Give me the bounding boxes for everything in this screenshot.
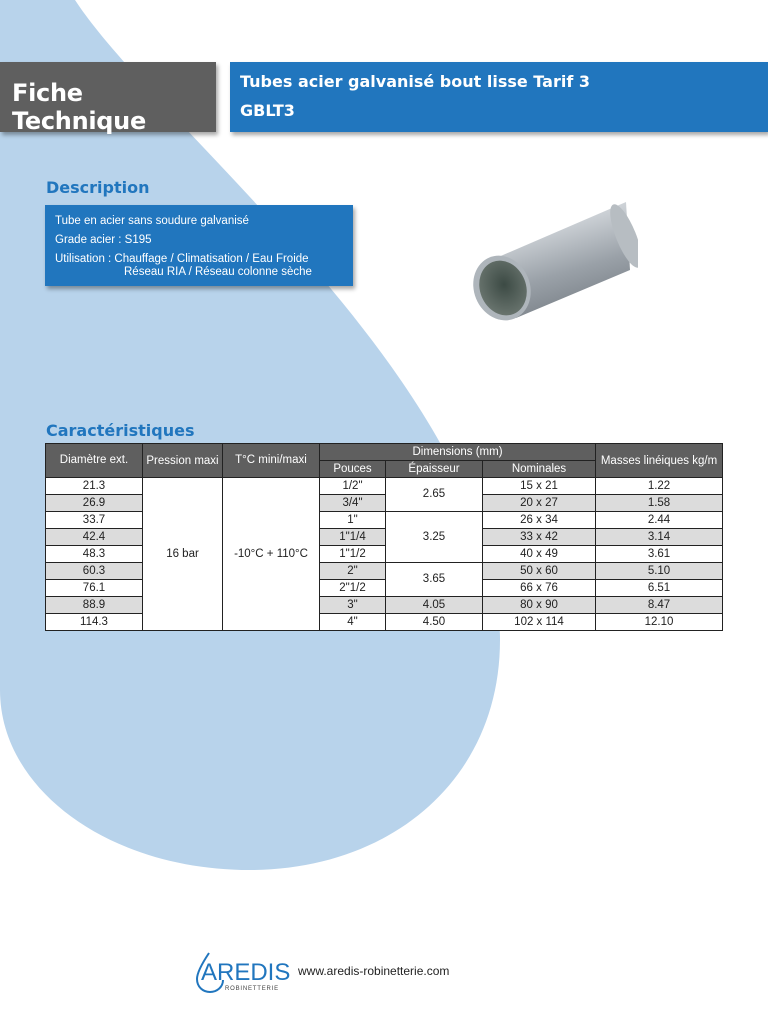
cell-nominales: 102 x 114 xyxy=(483,614,596,631)
cell-diametre: 21.3 xyxy=(46,478,143,495)
table-row xyxy=(46,478,723,495)
description-line-grade: Grade acier : S195 xyxy=(55,234,152,246)
cell-epaisseur: 4.05 xyxy=(386,597,483,614)
header-epaisseur: Épaisseur xyxy=(386,461,483,478)
logo-subtitle: ROBINETTERIE xyxy=(225,986,279,992)
logo-wordmark: AREDIS xyxy=(201,959,291,986)
website-url: www.aredis-robinetterie.com xyxy=(298,964,450,978)
header-masses: Masses linéiques kg/m xyxy=(596,444,723,478)
cell-masse: 3.61 xyxy=(596,546,723,563)
characteristics-heading: Caractéristiques xyxy=(46,421,195,440)
header-nominales: Nominales xyxy=(483,461,596,478)
cell-nominales: 26 x 34 xyxy=(483,512,596,529)
cell-nominales: 66 x 76 xyxy=(483,580,596,597)
badge-text: Fiche Technique xyxy=(12,79,146,135)
cell-nominales: 15 x 21 xyxy=(483,478,596,495)
cell-pouces: 3" xyxy=(320,597,386,614)
cell-diametre: 114.3 xyxy=(46,614,143,631)
cell-nominales: 33 x 42 xyxy=(483,529,596,546)
fiche-technique-badge xyxy=(0,62,216,135)
description-heading: Description xyxy=(46,178,150,197)
cell-pouces: 1"1/2 xyxy=(320,546,386,563)
cell-epaisseur: 3.65 xyxy=(386,563,483,597)
description-line-usage-cont: Réseau RIA / Réseau colonne sèche xyxy=(124,266,312,278)
cell-diametre: 42.4 xyxy=(46,529,143,546)
aredis-logo xyxy=(195,947,295,995)
header-dimensions: Dimensions (mm) xyxy=(320,444,596,461)
cell-pression: 16 bar xyxy=(143,478,223,631)
cell-masse: 1.58 xyxy=(596,495,723,512)
cell-masse: 12.10 xyxy=(596,614,723,631)
description-line-usage: Utilisation : Chauffage / Climatisation / Eau Froide xyxy=(55,253,309,265)
cell-epaisseur: 2.65 xyxy=(386,478,483,512)
header-pression: Pression maxi xyxy=(143,444,223,478)
header-pouces: Pouces xyxy=(320,461,386,478)
cell-diametre: 33.7 xyxy=(46,512,143,529)
cell-pouces: 2"1/2 xyxy=(320,580,386,597)
cell-diametre: 76.1 xyxy=(46,580,143,597)
cell-masse: 6.51 xyxy=(596,580,723,597)
cell-epaisseur: 4.50 xyxy=(386,614,483,631)
cell-masse: 2.44 xyxy=(596,512,723,529)
cell-diametre: 60.3 xyxy=(46,563,143,580)
cell-epaisseur: 3.25 xyxy=(386,512,483,563)
cell-pouces: 1" xyxy=(320,512,386,529)
cell-pouces: 1/2" xyxy=(320,478,386,495)
cell-temperature: -10°C + 110°C xyxy=(223,478,320,631)
cell-pouces: 4" xyxy=(320,614,386,631)
cell-nominales: 20 x 27 xyxy=(483,495,596,512)
header-temperature: T°C mini/maxi xyxy=(223,444,320,478)
cell-diametre: 48.3 xyxy=(46,546,143,563)
cell-masse: 3.14 xyxy=(596,529,723,546)
product-title: Tubes acier galvanisé bout lisse Tarif 3 xyxy=(240,72,590,91)
product-code: GBLT3 xyxy=(240,101,295,120)
cell-nominales: 80 x 90 xyxy=(483,597,596,614)
cell-nominales: 40 x 49 xyxy=(483,546,596,563)
cell-masse: 8.47 xyxy=(596,597,723,614)
characteristics-table xyxy=(45,443,723,631)
product-title-banner xyxy=(230,62,768,132)
cell-diametre: 26.9 xyxy=(46,495,143,512)
header-diametre: Diamètre ext. xyxy=(46,444,143,478)
cell-masse: 5.10 xyxy=(596,563,723,580)
cell-diametre: 88.9 xyxy=(46,597,143,614)
cell-masse: 1.22 xyxy=(596,478,723,495)
cell-pouces: 2" xyxy=(320,563,386,580)
cell-pouces: 3/4" xyxy=(320,495,386,512)
galvanized-tube-image xyxy=(458,180,638,345)
description-box xyxy=(45,205,353,286)
cell-nominales: 50 x 60 xyxy=(483,563,596,580)
cell-pouces: 1"1/4 xyxy=(320,529,386,546)
description-line-material: Tube en acier sans soudure galvanisé xyxy=(55,215,249,227)
